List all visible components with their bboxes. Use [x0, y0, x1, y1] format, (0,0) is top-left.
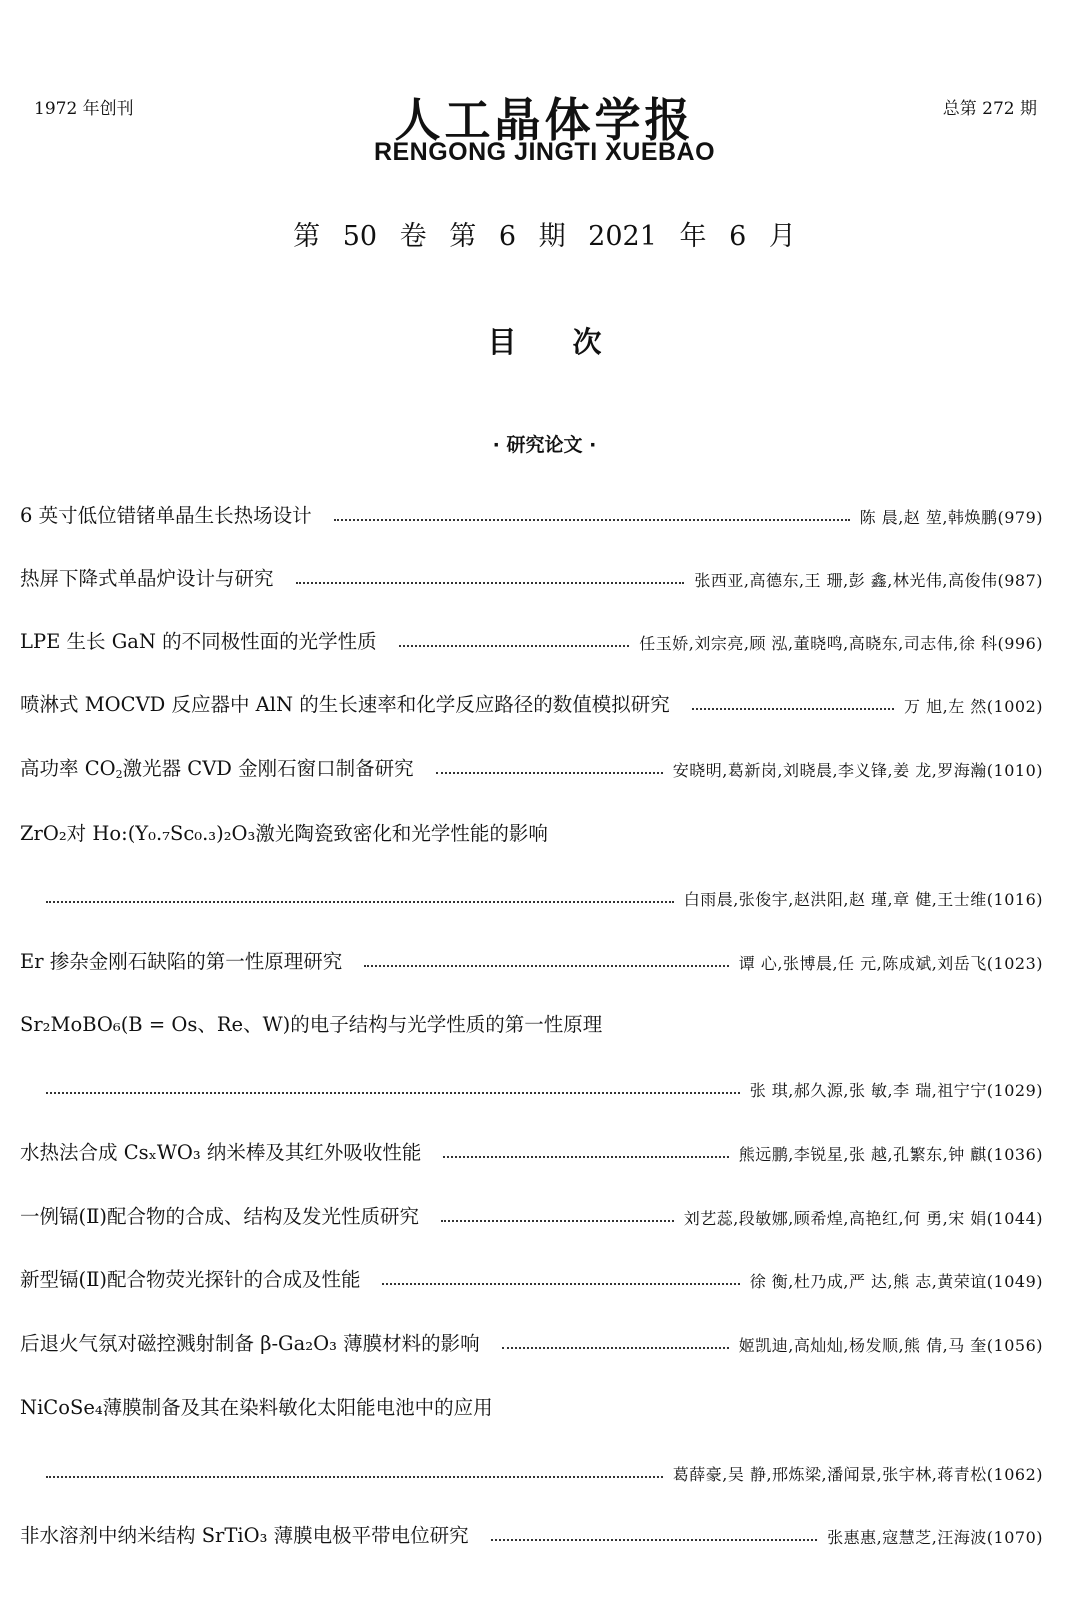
entry-authors-page: 任玉娇,刘宗亮,顾 泓,董晓鸣,高晓东,司志伟,徐 科(996)	[639, 634, 1043, 653]
entry-authors-page: 谭 心,张博晨,任 元,陈成斌,刘岳飞(1023)	[738, 954, 1043, 973]
dot-leader	[399, 645, 630, 647]
toc-entry[interactable]	[20, 940, 1043, 974]
dot-leader	[692, 708, 894, 710]
toc-entry[interactable]	[20, 557, 1043, 591]
entry-title: NiCoSe₄薄膜制备及其在染料敏化太阳能电池中的应用	[20, 1396, 493, 1419]
entry-title: Sr₂MoBO₆(B = Os、Re、W)的电子结构与光学性质的第一性原理	[20, 1013, 603, 1036]
section-heading-research-papers: · 研究论文 ·	[492, 434, 597, 456]
dot-leader	[334, 519, 850, 521]
toc-entry[interactable]	[20, 494, 1043, 528]
entry-authors-page: 安晓明,葛新岗,刘晓晨,李义锋,姜 龙,罗海瀚(1010)	[672, 761, 1043, 780]
entry-authors-page: 张惠惠,寇慧芝,汪海波(1070)	[827, 1528, 1043, 1547]
toc-entry[interactable]	[20, 1131, 1043, 1165]
toc-entry[interactable]	[20, 1322, 1043, 1356]
toc-entry[interactable]	[20, 620, 1043, 654]
dot-leader	[502, 1347, 729, 1349]
entry-title: 后退火气氛对磁控溅射制备 β-Ga₂O₃ 薄膜材料的影响	[20, 1332, 480, 1355]
entry-authors-page: 万 旭,左 然(1002)	[904, 697, 1043, 716]
dot-leader	[436, 772, 663, 774]
toc-entry[interactable]	[20, 747, 1043, 781]
toc-entry[interactable]	[20, 1386, 1043, 1420]
total-issue-number: 总第 272 期	[942, 99, 1037, 119]
entry-title: 6 英寸低位错锗单晶生长热场设计	[20, 504, 312, 527]
toc-entry-continuation[interactable]	[46, 1451, 1043, 1485]
entry-authors-page: 白雨晨,张俊宇,赵洪阳,赵 瑾,章 健,王士维(1016)	[683, 890, 1043, 909]
journal-title-pinyin: RENGONG JINGTI XUEBAO	[373, 138, 716, 166]
dot-leader	[296, 582, 685, 584]
toc-entry[interactable]	[20, 683, 1043, 717]
entry-authors-page: 徐 衡,杜乃成,严 达,熊 志,黄荣谊(1049)	[749, 1272, 1043, 1291]
entry-title: 高功率 $CO_2$激光器 CVD 金刚石窗口制备研究	[20, 757, 414, 781]
toc-heading: 目次	[487, 325, 658, 359]
toc-entry-continuation[interactable]	[46, 1067, 1043, 1101]
entry-title: LPE 生长 GaN 的不同极性面的光学性质	[20, 630, 377, 653]
entry-authors-page: 陈 晨,赵 堃,韩焕鹏(979)	[859, 508, 1043, 527]
dot-leader	[46, 1092, 740, 1094]
entry-authors-page: 刘艺蕊,段敏娜,顾希煌,高艳红,何 勇,宋 娟(1044)	[683, 1209, 1043, 1228]
founded-year: 1972 年创刊	[34, 99, 134, 119]
journal-title-chinese: 人工晶体学报	[394, 93, 695, 147]
entry-authors-page: 葛薛豪,吴 静,邢炼梁,潘闻景,张宇林,蒋青松(1062)	[672, 1465, 1043, 1484]
entry-title: Er 掺杂金刚石缺陷的第一性原理研究	[20, 950, 343, 973]
entry-title: ZrO₂对 Ho:(Y₀.₇Sc₀.₃)₂O₃激光陶瓷致密化和光学性能的影响	[20, 822, 548, 845]
entry-title: 新型镉(Ⅱ)配合物荧光探针的合成及性能	[20, 1268, 361, 1291]
entry-title: 非水溶剂中纳米结构 SrTiO₃ 薄膜电极平带电位研究	[20, 1524, 469, 1547]
entry-title: 喷淋式 MOCVD 反应器中 AlN 的生长速率和化学反应路径的数值模拟研究	[20, 693, 670, 716]
toc-entry[interactable]	[20, 1195, 1043, 1229]
entry-title: 热屏下降式单晶炉设计与研究	[20, 567, 274, 590]
entry-title: 一例镉(Ⅱ)配合物的合成、结构及发光性质研究	[20, 1205, 419, 1228]
dot-leader	[441, 1220, 674, 1222]
entry-authors-page: 张 琪,郝久源,张 敏,李 瑞,祖宁宁(1029)	[749, 1081, 1043, 1100]
toc-entry[interactable]	[20, 1258, 1043, 1292]
dot-leader	[364, 965, 729, 967]
dot-leader	[46, 1476, 663, 1478]
entry-authors-page: 张西亚,高德东,王 珊,彭 鑫,林光伟,高俊伟(987)	[694, 571, 1043, 590]
issue-info: 第 50 卷 第 6 期 2021 年 6 月	[293, 221, 796, 252]
toc-entry[interactable]	[20, 812, 1043, 846]
entry-title: 水热法合成 CsₓWO₃ 纳米棒及其红外吸收性能	[20, 1141, 422, 1164]
dot-leader	[382, 1283, 739, 1285]
dot-leader	[46, 901, 674, 903]
toc-entry-continuation[interactable]	[46, 876, 1043, 910]
entry-authors-page: 姬凯迪,高灿灿,杨发顺,熊 倩,马 奎(1056)	[738, 1336, 1043, 1355]
toc-entry[interactable]	[20, 1003, 1043, 1037]
dot-leader	[491, 1539, 817, 1541]
entry-authors-page: 熊远鹏,李锐星,张 越,孔繁东,钟 麒(1036)	[738, 1145, 1043, 1164]
dot-leader	[443, 1156, 728, 1158]
toc-entry[interactable]	[20, 1514, 1043, 1548]
